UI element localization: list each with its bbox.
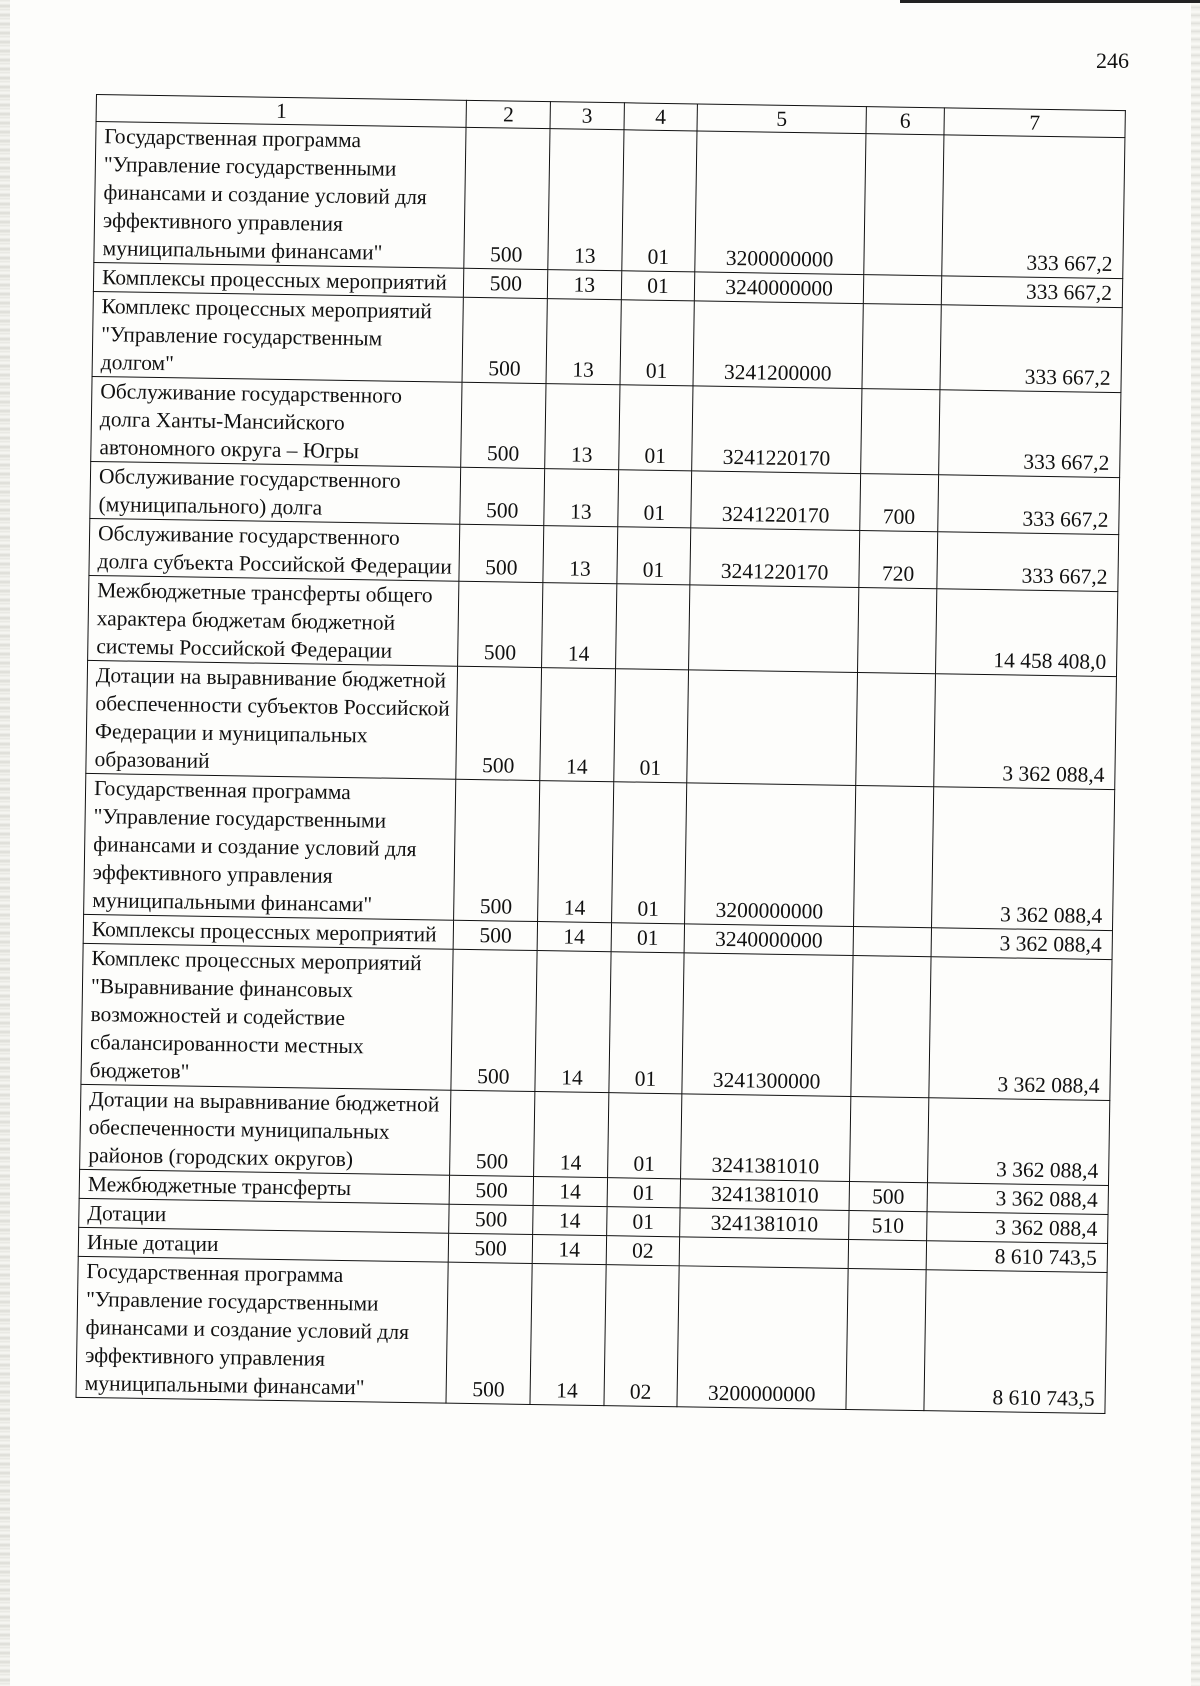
column-header-5: 5 (697, 104, 866, 134)
row-code-4: 01 (606, 1207, 680, 1237)
row-name: Межбюджетные трансферты общего характера бюджетам бюджетной системы Российской Федерации (88, 575, 460, 666)
row-name: Комплекс процессных мероприятий "Управление государственным долгом" (92, 291, 464, 382)
row-code-6 (864, 134, 944, 276)
row-code-6 (862, 304, 941, 390)
row-code-4: 02 (604, 1265, 680, 1407)
row-code-5 (689, 585, 859, 673)
column-header-1: 1 (96, 95, 467, 128)
table-body (76, 122, 1125, 1414)
row-code-6: 510 (849, 1210, 928, 1240)
row-code-5: 3241381010 (681, 1094, 851, 1182)
table-row (84, 773, 1115, 930)
row-name: Комплекс процессных мероприятий "Выравнивание финансовых возможностей и содействие сбалансированности местных бюджетов" (81, 943, 454, 1090)
table-row (92, 291, 1122, 392)
row-name: Дотации на выравнивание бюджетной обеспеченности субъектов Российской Федерации и муниципальных образований (86, 660, 458, 779)
row-amount: 3 362 088,4 (927, 1183, 1108, 1215)
row-code-5: 3241381010 (680, 1179, 849, 1211)
row-code-6 (863, 275, 942, 305)
row-code-2: 500 (451, 949, 537, 1091)
row-code-6 (856, 673, 936, 787)
row-code-3: 13 (543, 526, 617, 584)
row-code-2: 500 (449, 1233, 533, 1263)
row-amount: 333 667,2 (940, 305, 1122, 393)
top-rule (900, 0, 1200, 3)
row-amount: 333 667,2 (937, 532, 1119, 592)
row-code-3: 14 (533, 1206, 607, 1236)
row-code-2: 500 (462, 297, 547, 383)
row-code-3: 13 (547, 270, 621, 300)
row-code-3: 13 (544, 469, 618, 527)
row-code-5: 3241200000 (693, 301, 863, 389)
row-code-2: 500 (458, 581, 543, 667)
row-code-2: 500 (456, 666, 541, 780)
row-code-3: 14 (530, 1263, 606, 1405)
row-code-5: 3241381010 (680, 1208, 849, 1240)
row-code-2: 500 (460, 467, 545, 525)
row-code-4: 01 (607, 1178, 681, 1208)
row-code-5: 3241220170 (690, 528, 860, 588)
table-row (76, 1256, 1107, 1413)
row-code-2: 500 (450, 1175, 534, 1205)
row-code-3: 14 (538, 781, 614, 923)
row-code-4: 01 (621, 130, 697, 272)
row-code-6 (853, 927, 932, 957)
row-code-4: 01 (613, 669, 688, 783)
page-number: 246 (1096, 48, 1129, 73)
row-code-6 (849, 1096, 928, 1182)
row-code-6 (848, 1239, 927, 1269)
row-code-2: 500 (454, 779, 540, 921)
row-code-3: 13 (546, 299, 621, 385)
row-code-5: 3200000000 (677, 1266, 848, 1410)
row-amount: 333 667,2 (938, 475, 1120, 535)
table-row (81, 943, 1112, 1100)
row-code-4: 01 (618, 385, 693, 471)
row-amount: 3 362 088,4 (927, 1212, 1108, 1244)
row-amount: 3 362 088,4 (929, 957, 1112, 1101)
row-amount: 333 667,2 (939, 390, 1121, 478)
table-row (86, 660, 1117, 789)
row-name: Государственная программа "Управление государственными финансами и создание условий для эффективного управления муниципальными финансами" (76, 1256, 449, 1403)
row-code-2: 500 (461, 382, 546, 468)
row-code-4: 01 (607, 1093, 682, 1179)
row-name: Дотации на выравнивание бюджетной обеспеченности муниципальных районов (городских округов) (80, 1084, 452, 1175)
column-header-3: 3 (550, 102, 624, 130)
row-name: Государственная программа "Управление государственными финансами и создание условий для эффективного управления муниципальными финансами" (84, 773, 457, 920)
row-name: Обслуживание государственного долга субъекта Российской Федерации (89, 518, 460, 581)
row-amount: 3 362 088,4 (932, 787, 1115, 931)
row-code-3: 13 (545, 384, 620, 470)
row-amount: 14 458 408,0 (936, 589, 1118, 677)
row-amount: 8 610 743,5 (924, 1270, 1107, 1414)
row-code-6 (853, 786, 933, 928)
scan-edge-left (0, 0, 10, 1686)
row-name: Обслуживание государственного (муниципального) долга (90, 461, 461, 524)
table-row (91, 376, 1121, 477)
row-code-4: 01 (611, 782, 687, 924)
row-code-3: 14 (533, 1177, 607, 1207)
row-code-2: 500 (459, 524, 544, 582)
row-code-3: 14 (532, 1234, 606, 1264)
table-row (88, 575, 1118, 676)
row-code-2: 500 (464, 127, 550, 269)
row-code-3: 14 (540, 668, 615, 782)
column-header-2: 2 (466, 100, 550, 128)
row-amount: 8 610 743,5 (926, 1241, 1107, 1273)
row-code-4: 02 (606, 1236, 680, 1266)
row-code-6: 500 (849, 1181, 928, 1211)
row-code-6 (851, 955, 931, 1097)
row-code-5: 3200000000 (695, 131, 866, 275)
column-header-6: 6 (866, 107, 945, 135)
row-code-4: 01 (617, 470, 691, 528)
row-name: Комплексы процессных мероприятий (93, 262, 464, 297)
row-code-2: 500 (450, 1090, 535, 1176)
row-name: Комплексы процессных мероприятий (83, 914, 454, 949)
row-name: Межбюджетные трансферты (79, 1169, 450, 1204)
column-header-7: 7 (944, 108, 1125, 138)
row-name: Обслуживание государственного долга Ханты-Мансийского автономного округа – Югры (91, 376, 463, 467)
row-code-2: 500 (464, 268, 548, 298)
row-code-4: 01 (609, 952, 685, 1094)
row-amount: 333 667,2 (941, 276, 1122, 308)
row-code-5: 3240000000 (695, 272, 864, 304)
row-code-3: 13 (548, 129, 624, 271)
row-code-6: 700 (860, 474, 939, 532)
row-code-5 (687, 670, 858, 786)
row-code-5: 3241220170 (691, 471, 861, 531)
row-amount: 3 362 088,4 (931, 928, 1112, 960)
row-amount: 3 362 088,4 (928, 1098, 1110, 1186)
row-amount: 3 362 088,4 (934, 674, 1117, 790)
row-code-2: 500 (454, 920, 538, 950)
row-name: Государственная программа "Управление государственными финансами и создание условий для эффективного управления муниципальными финансами" (94, 122, 467, 269)
table-row (80, 1084, 1110, 1185)
row-code-6 (846, 1268, 926, 1410)
row-code-2: 500 (449, 1204, 533, 1234)
row-code-6 (861, 389, 940, 475)
row-code-4: 01 (621, 271, 695, 301)
row-amount: 333 667,2 (942, 135, 1125, 279)
row-code-2: 500 (446, 1262, 532, 1404)
row-code-4: 01 (616, 527, 690, 585)
row-code-5: 3240000000 (684, 924, 853, 956)
row-code-3: 14 (535, 951, 611, 1093)
row-code-3: 14 (537, 922, 611, 952)
column-header-4: 4 (624, 103, 698, 131)
row-code-5: 3200000000 (685, 783, 856, 927)
budget-table (76, 94, 1126, 1414)
scan-edge-right (1191, 0, 1200, 1686)
row-code-6 (857, 588, 936, 674)
row-code-3: 14 (542, 583, 617, 669)
row-name: Иные дотации (78, 1227, 449, 1262)
row-code-5: 3241220170 (692, 386, 862, 474)
row-name: Дотации (79, 1198, 450, 1233)
row-code-6: 720 (859, 531, 938, 589)
row-code-5 (679, 1237, 848, 1269)
row-code-4: 01 (620, 300, 695, 386)
table-row (94, 122, 1125, 279)
row-code-4: 01 (611, 923, 685, 953)
row-code-5: 3241300000 (682, 953, 853, 1097)
row-code-4 (615, 584, 690, 670)
row-code-3: 14 (534, 1092, 609, 1178)
